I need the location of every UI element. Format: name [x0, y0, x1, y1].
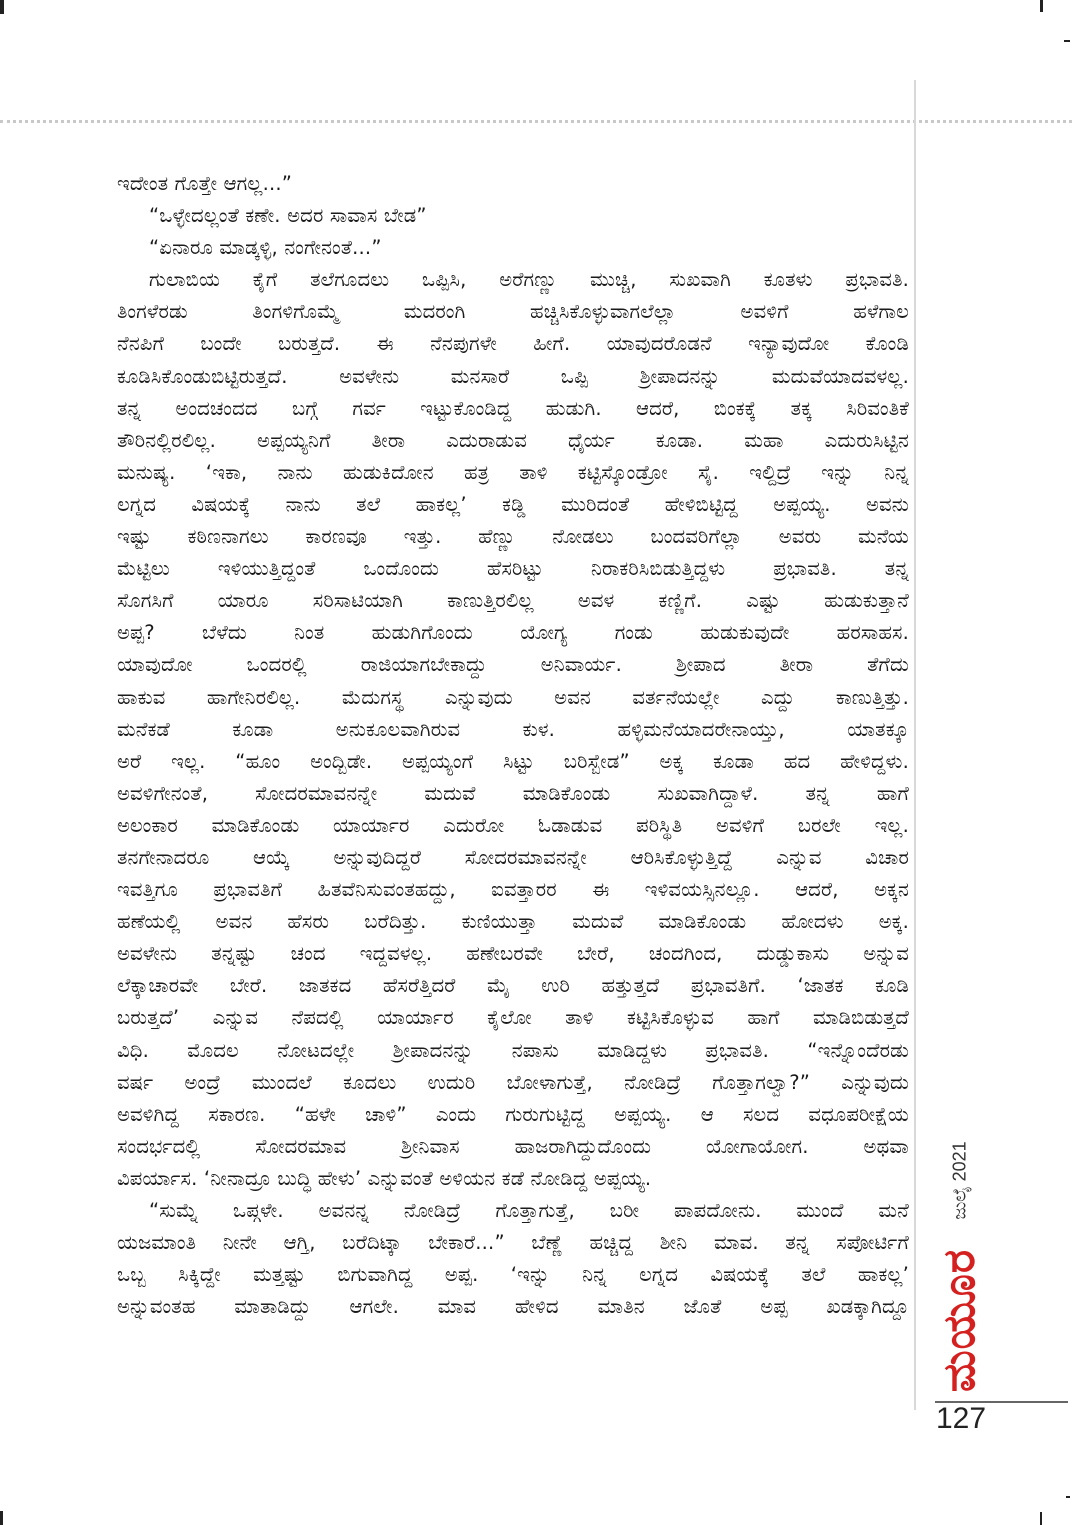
- text-line: ಹಣೆಯಲ್ಲಿ ಅವನ ಹೆಸರು ಬರೆದಿತ್ತು. ಕುಣಿಯುತ್ತಾ ಮದುವೆ ಮಾಡಿಕೊಂಡು ಹೋದಳು ಅಕ್ಕ.: [117, 910, 909, 934]
- text-line: ಅವಳಿಗೇನಂತೆ, ಸೋದರಮಾವನನ್ನೇ ಮದುವೆ ಮಾಡಿಕೊಂಡು ಸುಖವಾಗಿದ್ದಾಳೆ. ತನ್ನ ಹಾಗೆ: [117, 781, 909, 805]
- text-line: ವರ್ಷ ಅಂದ್ರೆ ಮುಂದಲೆ ಕೂದಲು ಉದುರಿ ಬೋಳಾಗುತ್ತೆ, ನೋಡಿದ್ರೆ ಗೊತ್ತಾಗಲ್ವಾ?” ಎನ್ನುವುದು: [117, 1070, 909, 1094]
- text-line: ತನಗೇನಾದರೂ ಆಯ್ಕೆ ಅನ್ನುವುದಿದ್ದರೆ ಸೋದರಮಾವನನ್ನೇ ಆರಿಸಿಕೊಳ್ಳುತ್ತಿದ್ದೆ ಎನ್ನುವ ವಿಚಾರ: [117, 845, 909, 869]
- text-line: ತೌರಿನಲ್ಲಿರಲಿಲ್ಲ. ಅಪ್ಪಯ್ಯನಿಗೆ ತೀರಾ ಎದುರಾಡುವ ಧೈರ್ಯ ಕೂಡಾ. ಮಹಾ ಎದುರುಸಿಟ್ಟಿನ: [117, 428, 909, 452]
- text-line: ವಿಧಿ. ಮೊದಲ ನೋಟದಲ್ಲೇ ಶ್ರೀಪಾದನನ್ನು ನಪಾಸು ಮಾಡಿದ್ದಳು ಪ್ರಭಾವತಿ. “ಇನ್ನೊಂದೆರಡು: [117, 1038, 909, 1062]
- text-line: “ಸುಮ್ನೆ ಒಪ್ಗಳೇ. ಅವನನ್ನ ನೋಡಿದ್ರೆ ಗೊತ್ತಾಗುತ್ತೆ, ಬರೀ ಪಾಪದೋನು. ಮುಂದೆ ಮನೆ: [149, 1199, 909, 1222]
- text-line: ಹಾಕುವ ಹಾಗೇನಿರಲಿಲ್ಲ. ಮೆದುಗಸ್ಥ ಎನ್ನುವುದು ಅವನ ವರ್ತನೆಯಲ್ಲೇ ಎದ್ದು ಕಾಣುತ್ತಿತ್ತು.: [117, 685, 909, 709]
- text-line: ಇದೇಂತ ಗೊತ್ತೇ ಆಗಲ್ಲ...”: [117, 172, 293, 195]
- text-line: ಸೊಗಸಿಗೆ ಯಾರೂ ಸರಿಸಾಟಿಯಾಗಿ ಕಾಣುತ್ತಿರಲಿಲ್ಲ ಅವಳ ಕಣ್ಣಿಗೆ. ಎಷ್ಟು ಹುಡುಕುತ್ತಾನೆ: [117, 589, 909, 613]
- text-line: “ಒಳ್ಳೇದಲ್ಲಂತೆ ಕಣೇ. ಅದರ ಸಾವಾಸ ಬೇಡ”: [149, 204, 427, 228]
- magazine-logo-text: ಮಯೂರ: [934, 1248, 986, 1392]
- text-line: ಬರುತ್ತದೆ’ ಎನ್ನುವ ನೆಪದಲ್ಲಿ ಯಾರ್ಯಾರ ಕೈಲೋ ತಾಳಿ ಕಟ್ಟಿಸಿಕೊಳ್ಳುವ ಹಾಗೆ ಮಾಡಿಬಿಡುತ್ತದೆ: [117, 1006, 909, 1030]
- text-line: ತನ್ನ ಅಂದಚಂದದ ಬಗ್ಗೆ ಗರ್ವ ಇಟ್ಟುಕೊಂಡಿದ್ದ ಹುಡುಗಿ. ಆದರೆ, ಬಿಂಕಕ್ಕೆ ತಕ್ಕ ಸಿರಿವಂತಿಕೆ: [117, 396, 909, 420]
- text-line: ನೆನಪಿಗೆ ಬಂದೇ ಬರುತ್ತದೆ. ಈ ನೆನಪುಗಳೇ ಹೀಗೆ. ಯಾವುದರೊಡನೆ ಇನ್ಯಾವುದೋ ಕೊಂಡಿ: [117, 332, 909, 356]
- issue-date-text: ಜುಲೈ 2021: [949, 1140, 970, 1220]
- crop-mark-bottom-right: [1040, 1512, 1042, 1525]
- crop-mark-right-bottom: [1066, 1496, 1070, 1498]
- text-line: ಒಬ್ಬ ಸಿಕ್ಕಿದ್ದೇ ಮತ್ತಷ್ಟು ಬಿಗುವಾಗಿದ್ದ ಅಪ್ಪ. ‘ಇನ್ನು ನಿನ್ನ ಲಗ್ನದ ವಿಷಯಕ್ಕೆ ತಲೆ ಹಾಕಲ್ಲ’: [117, 1263, 909, 1287]
- text-line: ಸಂದರ್ಭದಲ್ಲಿ ಸೋದರಮಾವ ಶ್ರೀನಿವಾಸ ಹಾಜರಾಗಿದ್ದುದೊಂದು ಯೋಗಾಯೋಗ. ಅಥವಾ: [117, 1134, 909, 1158]
- margin-divider: [914, 80, 916, 1410]
- crop-mark-top-right: [1040, 0, 1043, 12]
- crop-mark-bottom-left: [0, 1511, 3, 1525]
- text-line: ಅರೆ ಇಲ್ಲ. “ಹೂಂ ಅಂದ್ಬಿಡೇ. ಅಪ್ಪಯ್ಯಂಗೆ ಸಿಟ್ಟು ಬರಿಸ್ಬೇಡ” ಅಕ್ಕ ಕೂಡಾ ಹದ ಹೇಳಿದ್ದಳು.: [117, 749, 909, 773]
- article-body: [117, 168, 909, 1323]
- page-number: 127: [936, 1402, 987, 1435]
- text-line: ಮನೆಕಡೆ ಕೂಡಾ ಅನುಕೂಲವಾಗಿರುವ ಕುಳ. ಹಳ್ಳಿಮನೆಯಾದರೇನಾಯ್ತು, ಯಾತಕ್ಕೂ: [117, 717, 909, 741]
- text-line: ಕೂಡಿಸಿಕೊಂಡುಬಿಟ್ಟಿರುತ್ತದೆ. ಅವಳೇನು ಮನಸಾರೆ ಒಪ್ಪಿ ಶ್ರೀಪಾದನನ್ನು ಮದುವೆಯಾದವಳಲ್ಲ.: [117, 364, 909, 388]
- text-line: ಯಜಮಾಂತಿ ನೀನೇ ಆಗ್ತಿ, ಬರೆದಿಟ್ಕಾ ಬೇಕಾರೆ...” ಬೆಣ್ಣೆ ಹಚ್ಚಿದ್ದ ಶೀನಿ ಮಾವ. ತನ್ನ ಸಪೋರ್ಟಿಗೆ: [117, 1231, 909, 1255]
- crop-mark-right-top: [1064, 40, 1070, 42]
- text-line: ಇವತ್ತಿಗೂ ಪ್ರಭಾವತಿಗೆ ಹಿತವೆನಿಸುವಂತಹದ್ದು, ಐವತ್ತಾರರ ಈ ಇಳಿವಯಸ್ಸಿನಲ್ಲೂ. ಆದರೆ, ಅಕ್ಕನ: [117, 878, 909, 902]
- text-line: ವಿಪರ್ಯಾಸ. ‘ನೀನಾದ್ರೂ ಬುದ್ಧಿ ಹೇಳು’ ಎನ್ನುವಂತೆ ಅಳಿಯನ ಕಡೆ ನೋಡಿದ್ದ ಅಪ್ಪಯ್ಯ.: [117, 1166, 652, 1190]
- text-line: ಇಷ್ಟು ಕಠಿಣನಾಗಲು ಕಾರಣವೂ ಇತ್ತು. ಹೆಣ್ಣು ನೋಡಲು ಬಂದವರಿಗೆಲ್ಲಾ ಅವರು ಮನೆಯ: [117, 525, 909, 549]
- header-dotted-rule: [0, 120, 1072, 123]
- text-line: “ಏನಾರೂ ಮಾಡ್ಕಳ್ಳಿ, ನಂಗೇನಂತೆ...”: [149, 236, 382, 260]
- text-line: ಲಗ್ನದ ವಿಷಯಕ್ಕೆ ನಾನು ತಲೆ ಹಾಕಲ್ಲ’ ಕಡ್ಡಿ ಮುರಿದಂತೆ ಹೇಳಿಬಿಟ್ಟಿದ್ದ ಅಪ್ಪಯ್ಯ. ಅವನು: [117, 492, 909, 516]
- text-line: ಅವಳೇನು ತನ್ನಷ್ಟು ಚಂದ ಇದ್ದವಳಲ್ಲ. ಹಣೇಬರವೇ ಬೇರೆ, ಚಂದಗಿಂದ, ದುಡ್ಡುಕಾಸು ಅನ್ನುವ: [117, 942, 909, 966]
- text-line: ಅವಳಿಗಿದ್ದ ಸಕಾರಣ. “ಹಳೇ ಚಾಳಿ” ಎಂದು ಗುರುಗುಟ್ಟಿದ್ದ ಅಪ್ಪಯ್ಯ. ಆ ಸಲದ ವಧೂಪರೀಕ್ಷೆಯ: [117, 1102, 909, 1126]
- text-line: ಗುಲಾಬಿಯ ಕೈಗೆ ತಲೆಗೂದಲು ಒಪ್ಪಿಸಿ, ಅರೆಗಣ್ಣು ಮುಚ್ಚಿ, ಸುಖವಾಗಿ ಕೂತಳು ಪ್ರಭಾವತಿ.: [149, 268, 909, 292]
- text-line: ಅಲಂಕಾರ ಮಾಡಿಕೊಂಡು ಯಾರ್ಯಾರ ಎದುರೋ ಓಡಾಡುವ ಪರಿಸ್ಥಿತಿ ಅವಳಿಗೆ ಬರಲೇ ಇಲ್ಲ.: [117, 813, 909, 837]
- text-line: ಮನುಷ್ಯ. ‘ಇಕಾ, ನಾನು ಹುಡುಕಿದೋನ ಹತ್ರ ತಾಳಿ ಕಟ್ಟಿಸ್ಕೊಂಡ್ರೋ ಸೈ. ಇಲ್ದಿದ್ರೆ ಇನ್ನು ನಿನ್ನ: [117, 460, 909, 484]
- magazine-logo: [932, 1240, 988, 1400]
- text-line: ತಿಂಗಳೆರಡು ತಿಂಗಳಿಗೊಮ್ಮೆ ಮದರಂಗಿ ಹಚ್ಚಿಸಿಕೊಳ್ಳುವಾಗಲೆಲ್ಲಾ ಅವಳಿಗೆ ಹಳೆಗಾಲ: [117, 300, 909, 324]
- text-line: ಯಾವುದೋ ಒಂದರಲ್ಲಿ ರಾಜಿಯಾಗಬೇಕಾದ್ದು ಅನಿವಾರ್ಯ. ಶ್ರೀಪಾದ ತೀರಾ ತೆಗೆದು: [117, 653, 909, 677]
- issue-date: [940, 1125, 980, 1235]
- text-line: ಅನ್ನುವಂತಹ ಮಾತಾಡಿದ್ದು ಆಗಲೇ. ಮಾವ ಹೇಳಿದ ಮಾತಿನ ಜೊತೆ ಅಪ್ಪ ಖಡಕ್ಕಾಗಿದ್ದೂ: [117, 1295, 909, 1319]
- crop-mark-top-left: [0, 0, 4, 14]
- text-line: ಮೆಟ್ಟಿಲು ಇಳಿಯುತ್ತಿದ್ದಂತೆ ಒಂದೊಂದು ಹೆಸರಿಟ್ಟು ನಿರಾಕರಿಸಿಬಿಡುತ್ತಿದ್ದಳು ಪ್ರಭಾವತಿ. ತನ್ನ: [117, 557, 909, 581]
- text-line: ಅಪ್ಪ? ಬೆಳೆದು ನಿಂತ ಹುಡುಗಿಗೊಂದು ಯೋಗ್ಯ ಗಂಡು ಹುಡುಕುವುದೇ ಹರಸಾಹಸ.: [117, 621, 909, 645]
- text-line: ಲೆಕ್ಕಾಚಾರವೇ ಬೇರೆ. ಜಾತಕದ ಹೆಸರೆತ್ತಿದರೆ ಮೈ ಉರಿ ಹತ್ತುತ್ತದೆ ಪ್ರಭಾವತಿಗೆ. ‘ಜಾತಕ ಕೂಡಿ: [117, 974, 909, 998]
